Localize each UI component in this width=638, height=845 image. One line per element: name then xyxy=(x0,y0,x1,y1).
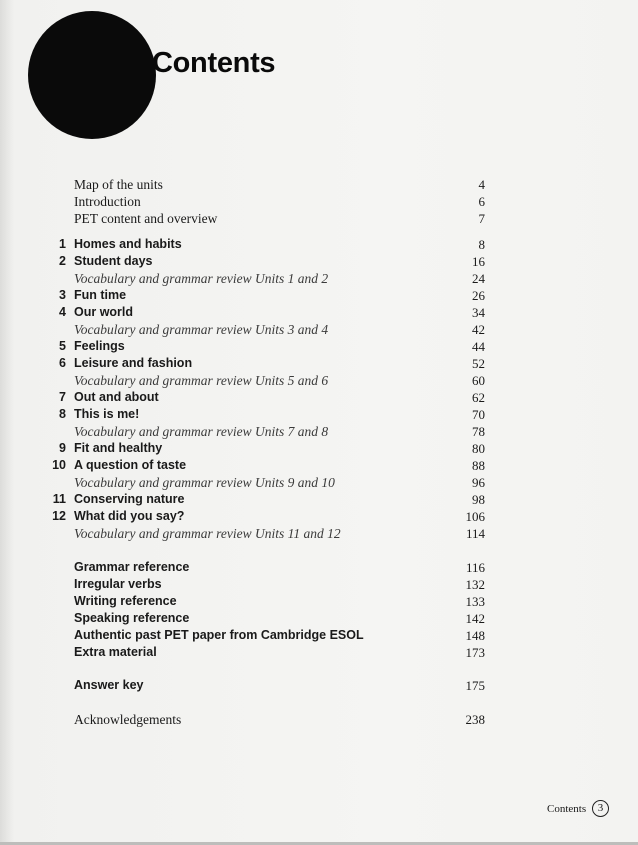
entry-title: Vocabulary and grammar review Units 11 and 12 xyxy=(74,526,341,541)
entry-title: Leisure and fashion xyxy=(74,356,193,370)
entry-title: PET content and overview xyxy=(74,211,218,226)
entry-title: Map of the units xyxy=(74,177,163,192)
unit-number: 1 xyxy=(59,237,66,251)
entry-title: What did you say? xyxy=(74,509,185,523)
toc-entry xyxy=(0,474,638,491)
entry-title: Student days xyxy=(74,254,153,268)
entry-title: Introduction xyxy=(74,194,141,209)
page-number: 80 xyxy=(472,441,485,456)
unit-number: 6 xyxy=(59,356,66,370)
toc-entry xyxy=(0,677,638,694)
unit-number: 7 xyxy=(59,390,66,404)
entry-title: A question of taste xyxy=(74,458,187,472)
entry-title: Vocabulary and grammar review Units 9 and 10 xyxy=(74,475,335,490)
toc-entry xyxy=(0,491,638,508)
toc-entry xyxy=(0,508,638,525)
page-number: 7 xyxy=(478,211,485,226)
toc-entry xyxy=(0,304,638,321)
page-number: 8 xyxy=(478,237,485,252)
footer-page-number: 3 xyxy=(592,800,609,817)
toc-entry xyxy=(0,253,638,270)
unit-number: 2 xyxy=(59,254,66,268)
page-number: 175 xyxy=(465,678,485,693)
page-number: 4 xyxy=(478,177,485,192)
toc-entry xyxy=(0,627,638,644)
entry-title: Writing reference xyxy=(74,594,177,608)
page-number: 44 xyxy=(472,339,485,354)
toc-entry xyxy=(0,576,638,593)
toc-entry xyxy=(0,389,638,406)
entry-title: Fun time xyxy=(74,288,127,302)
page-number: 142 xyxy=(465,611,485,626)
entry-title: Answer key xyxy=(74,678,144,692)
entry-title: Authentic past PET paper from Cambridge ESOL xyxy=(74,628,364,642)
page-number: 173 xyxy=(465,645,485,660)
page-title: Contents xyxy=(152,47,276,79)
page-number: 116 xyxy=(465,560,485,575)
unit-number: 10 xyxy=(52,458,66,472)
page-number: 6 xyxy=(478,194,485,209)
entry-title: Vocabulary and grammar review Units 1 and 2 xyxy=(74,271,329,286)
page-number: 60 xyxy=(472,373,485,388)
page-number: 98 xyxy=(472,492,485,507)
toc-entry xyxy=(0,287,638,304)
entry-title: This is me! xyxy=(74,407,140,421)
page-number: 34 xyxy=(472,305,485,320)
toc-entry xyxy=(0,440,638,457)
toc-entry xyxy=(0,593,638,610)
toc-entry xyxy=(0,406,638,423)
unit-number: 5 xyxy=(59,339,66,353)
toc-entry xyxy=(0,236,638,253)
entry-title: Feelings xyxy=(74,339,125,353)
page-number: 148 xyxy=(465,628,485,643)
toc-entry xyxy=(0,457,638,474)
entry-title: Conserving nature xyxy=(74,492,185,506)
page-number: 238 xyxy=(465,712,485,727)
entry-title: Homes and habits xyxy=(74,237,182,251)
toc-entry xyxy=(0,193,638,210)
toc-entry xyxy=(0,355,638,372)
unit-number: 11 xyxy=(52,492,66,506)
toc-entry xyxy=(0,644,638,661)
toc-entry xyxy=(0,321,638,338)
page-number: 70 xyxy=(472,407,485,422)
entry-title: Fit and healthy xyxy=(74,441,163,455)
entry-title: Out and about xyxy=(74,390,159,404)
page-number: 96 xyxy=(472,475,485,490)
unit-number: 8 xyxy=(59,407,66,421)
entry-title: Vocabulary and grammar review Units 7 and 8 xyxy=(74,424,329,439)
toc-entry xyxy=(0,210,638,227)
entry-title: Vocabulary and grammar review Units 3 and 4 xyxy=(74,322,329,337)
toc-entry xyxy=(0,423,638,440)
page-number: 26 xyxy=(472,288,485,303)
page-number: 106 xyxy=(465,509,485,524)
toc-entry xyxy=(0,372,638,389)
page-number: 24 xyxy=(472,271,485,286)
toc-entry xyxy=(0,559,638,576)
entry-title: Acknowledgements xyxy=(74,712,182,727)
unit-number: 12 xyxy=(52,509,66,523)
page-number: 16 xyxy=(472,254,485,269)
toc-entry xyxy=(0,525,638,542)
entry-title: Our world xyxy=(74,305,134,319)
unit-number: 4 xyxy=(59,305,66,319)
toc-entry xyxy=(0,338,638,355)
toc-entry xyxy=(0,711,638,728)
page-number: 62 xyxy=(472,390,485,405)
entry-title: Extra material xyxy=(74,645,157,659)
entry-title: Vocabulary and grammar review Units 5 and 6 xyxy=(74,373,329,388)
entry-title: Speaking reference xyxy=(74,611,190,625)
page-number: 114 xyxy=(465,526,485,541)
footer-label: Contents xyxy=(547,803,587,815)
toc-entry xyxy=(0,176,638,193)
entry-title: Grammar reference xyxy=(74,560,190,574)
unit-number: 3 xyxy=(59,288,66,302)
page-number: 88 xyxy=(472,458,485,473)
page-number: 78 xyxy=(472,424,485,439)
page-number: 132 xyxy=(465,577,485,592)
page-number: 133 xyxy=(465,594,485,609)
page-number: 42 xyxy=(472,322,485,337)
unit-number: 9 xyxy=(59,441,66,455)
page-number: 52 xyxy=(472,356,485,371)
toc-entry xyxy=(0,270,638,287)
toc-entry xyxy=(0,610,638,627)
entry-title: Irregular verbs xyxy=(74,577,162,591)
